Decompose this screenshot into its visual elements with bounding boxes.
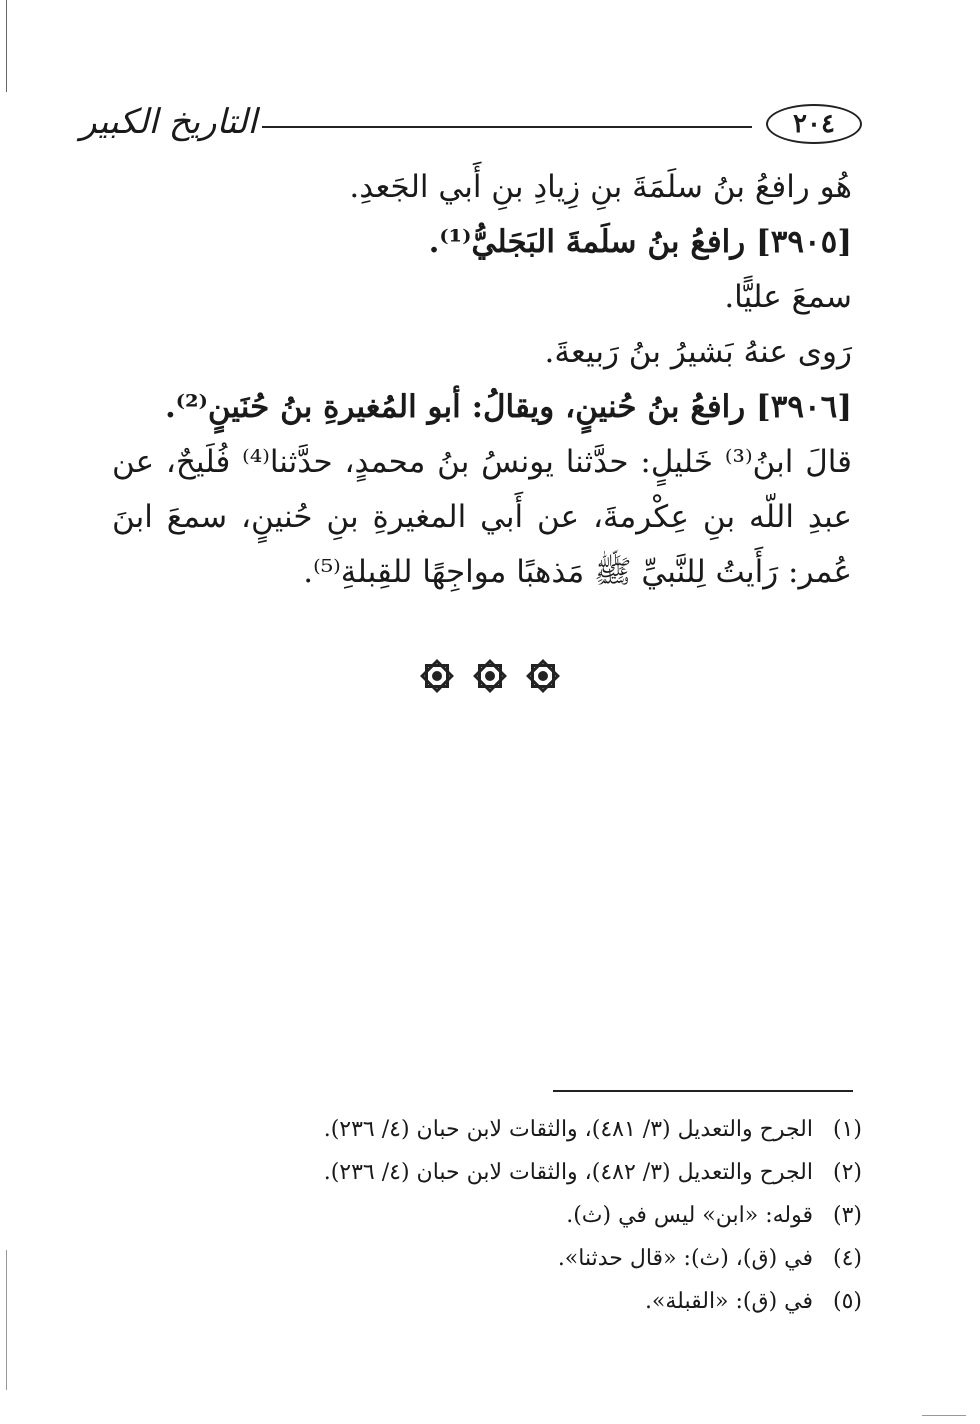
footnote-number: (٣) bbox=[832, 1203, 862, 1228]
footnote bbox=[112, 1108, 862, 1151]
entry-heading-3906: [٣٩٠٦] رافعُ بنُ حُنينٍ، ويقالُ: أبو المُغيرةِ بنُ حُنَينٍ⁽²⁾. bbox=[164, 389, 852, 425]
entry-heading-3905: [٣٩٠٥] رافعُ بنُ سلَمةَ البَجَليُّ⁽¹⁾. bbox=[428, 224, 852, 260]
footnotes bbox=[112, 1108, 862, 1323]
footnote-number: (٥) bbox=[832, 1289, 862, 1314]
footnote-text: في (ق): «القبلة». bbox=[644, 1289, 813, 1314]
main-text bbox=[112, 160, 852, 600]
hadith-paragraph: قالَ ابنُ⁽³⁾ خَليلٍ: حدَّثنا يونسُ بنُ محمدٍ، حدَّثنا⁽⁴⁾ فُلَيحٌ، عن عبدِ اللّه بنِ عِكْرمةَ، عن أَبي المغيرةِ بنِ حُنينٍ، سمعَ ابنَ عُمر: رَأَيتُ لِلنَّبيِّ ﷺ مَذهبًا مواجِهًا للقِبلةِ⁽⁵⁾. bbox=[112, 444, 852, 590]
footnote bbox=[112, 1237, 862, 1280]
text-line: سمعَ عليًّا. bbox=[724, 279, 852, 315]
text-line: رَوى عنهُ بَشيرُ بنُ رَبيعةَ. bbox=[544, 334, 852, 370]
text-line: هُو رافعُ بنُ سلَمَةَ بنِ زِيادِ بنِ أَبي الجَعدِ. bbox=[349, 169, 852, 205]
footnote-text: قوله: «ابن» ليس في (ث). bbox=[566, 1203, 813, 1228]
footnote-text: في (ق)، (ث): «قال حدثنا». bbox=[557, 1246, 813, 1271]
page-corner-mark bbox=[922, 1415, 966, 1416]
footnote-number: (١) bbox=[832, 1117, 862, 1142]
section-divider-ornaments bbox=[420, 656, 560, 696]
star-ornament-icon bbox=[420, 659, 454, 693]
running-header bbox=[80, 100, 862, 152]
footnote-text: الجرح والتعديل (٣/ ٤٨١)، والثقات لابن حبان (٤/ ٢٣٦). bbox=[323, 1117, 813, 1142]
footnote-separator bbox=[553, 1090, 853, 1092]
page-number-badge: ٢٠٤ bbox=[766, 104, 862, 144]
footnote bbox=[112, 1280, 862, 1323]
header-rule bbox=[262, 126, 752, 128]
footnote-text: الجرح والتعديل (٣/ ٤٨٢)، والثقات لابن حبان (٤/ ٢٣٦). bbox=[323, 1160, 813, 1185]
footnote bbox=[112, 1194, 862, 1237]
star-ornament-icon bbox=[526, 659, 560, 693]
star-ornament-icon bbox=[473, 659, 507, 693]
book-title: التاريخ الكبير bbox=[80, 102, 257, 142]
footnote bbox=[112, 1151, 862, 1194]
page-edge-line bbox=[6, 0, 7, 92]
footnote-number: (٤) bbox=[832, 1246, 862, 1271]
footnote-number: (٢) bbox=[832, 1160, 862, 1185]
page-edge-line-lower bbox=[6, 1250, 7, 1390]
